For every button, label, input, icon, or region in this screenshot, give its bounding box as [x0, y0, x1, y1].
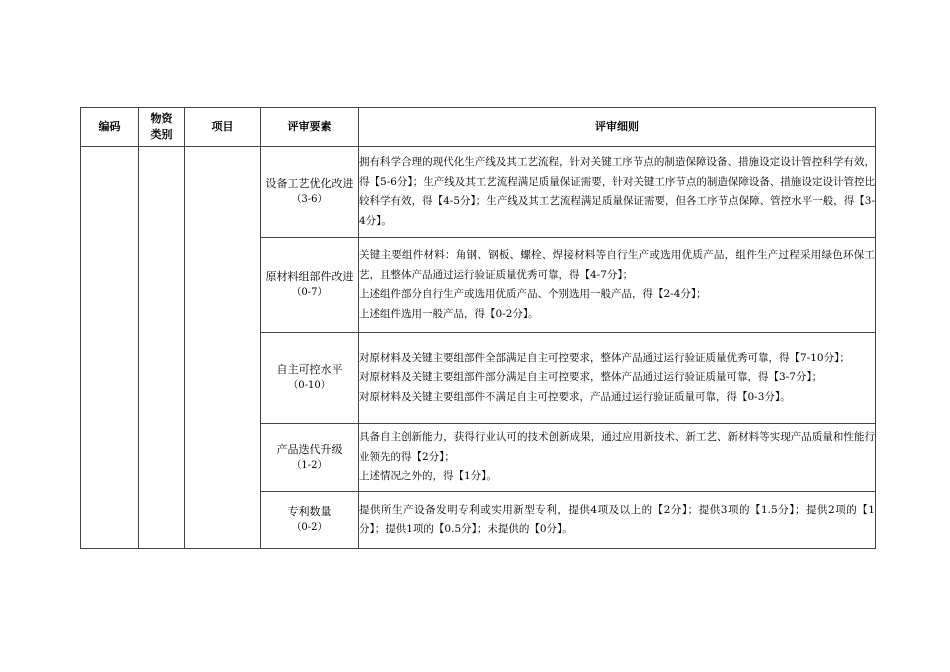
- header-element: 评审要素: [261, 108, 359, 147]
- detail-text: 上述情况之外的，得【1分】。: [359, 470, 497, 483]
- detail-text: 对原材料及关键主要组部件不满足自主可控要求，产品通过运行验证质量可靠，得【0-3分】。: [359, 390, 791, 403]
- detail-cell: [359, 147, 876, 238]
- element-cell: [261, 424, 359, 492]
- detail-cell: [359, 238, 876, 333]
- element-name: 自主可控水平: [276, 363, 343, 376]
- header-material-type: [139, 108, 185, 147]
- review-criteria-table: [80, 107, 876, 549]
- element-cell: [261, 492, 359, 549]
- detail-text: 提供所生产设备发明专利或实用新型专利，提供4项及以上的【2分】；提供3项的【1.5分】；提供2项的【1分】；提供1项的【0.5分】；未提供的【0分】。: [359, 503, 875, 535]
- element-score: （0-2）: [291, 522, 328, 533]
- detail-text: 上述组件选用一般产品，得【0-2分】。: [359, 307, 539, 320]
- material-type-cell: [139, 147, 185, 549]
- element-cell: [261, 238, 359, 333]
- element-score: （3-6）: [291, 194, 328, 205]
- element-name: 设备工艺优化改进: [265, 177, 354, 190]
- header-code: 编码: [81, 108, 139, 147]
- detail-cell: [359, 424, 876, 492]
- element-name: 产品迭代升级: [276, 442, 343, 456]
- item-cell: [185, 147, 261, 549]
- element-cell: [261, 333, 359, 424]
- element-score: （0-10）: [288, 380, 331, 391]
- detail-text: 对原材料及关键主要组部件部分满足自主可控要求，整体产品通过运行验证质量可靠，得【3-7分】；: [359, 371, 823, 384]
- detail-text: 上述组件部分自行生产或选用优质产品、个别选用一般产品，得【2-4分】；: [359, 288, 707, 300]
- header-item: 项目: [185, 108, 261, 147]
- element-cell: [261, 147, 359, 238]
- element-score: （0-7）: [291, 287, 328, 298]
- detail-text: 关键主要组件材料：角钢、钢板、螺栓、焊接材料等自行生产或选用优质产品，组件生产过程采用绿色环保工艺，且整体产品通过运行验证质量优秀可靠，得【4-7分】；: [359, 249, 875, 281]
- detail-text: 拥有科学合理的现代化生产线及其工艺流程，针对关键工序节点的制造保障设备、措施设定设计管控科学有效，得【5-6分】；生产线及其工艺流程满足质量保证需要，针对关键工序节点的制造保障设备、措施设定设计管控比较科学有效，得【4-5分】；生产线及其工艺流程满足质量保证需要，但各工序节点保障、管控水平一般，得【3-4分】。: [359, 156, 875, 227]
- element-score: （1-2）: [291, 459, 328, 471]
- detail-cell: [359, 333, 876, 424]
- code-cell: [81, 147, 139, 549]
- element-name: 原材料组部件改进: [265, 270, 354, 283]
- table-header-row: [81, 108, 876, 147]
- detail-text: 具备自主创新能力，获得行业认可的技术创新成果，通过应用新技术、新工艺、新材料等实现产品质量和性能行业领先的得【2分】；: [359, 431, 875, 463]
- element-name: 专利数量: [287, 505, 332, 518]
- header-detail: 评审细则: [359, 108, 876, 147]
- detail-text: 对原材料及关键主要组部件全部满足自主可控要求，整体产品通过运行验证质量优秀可靠，得【7-10分】；: [359, 351, 850, 364]
- detail-cell: [359, 492, 876, 549]
- header-material-type-label: 物资类别: [150, 112, 173, 141]
- table-row: [81, 147, 876, 238]
